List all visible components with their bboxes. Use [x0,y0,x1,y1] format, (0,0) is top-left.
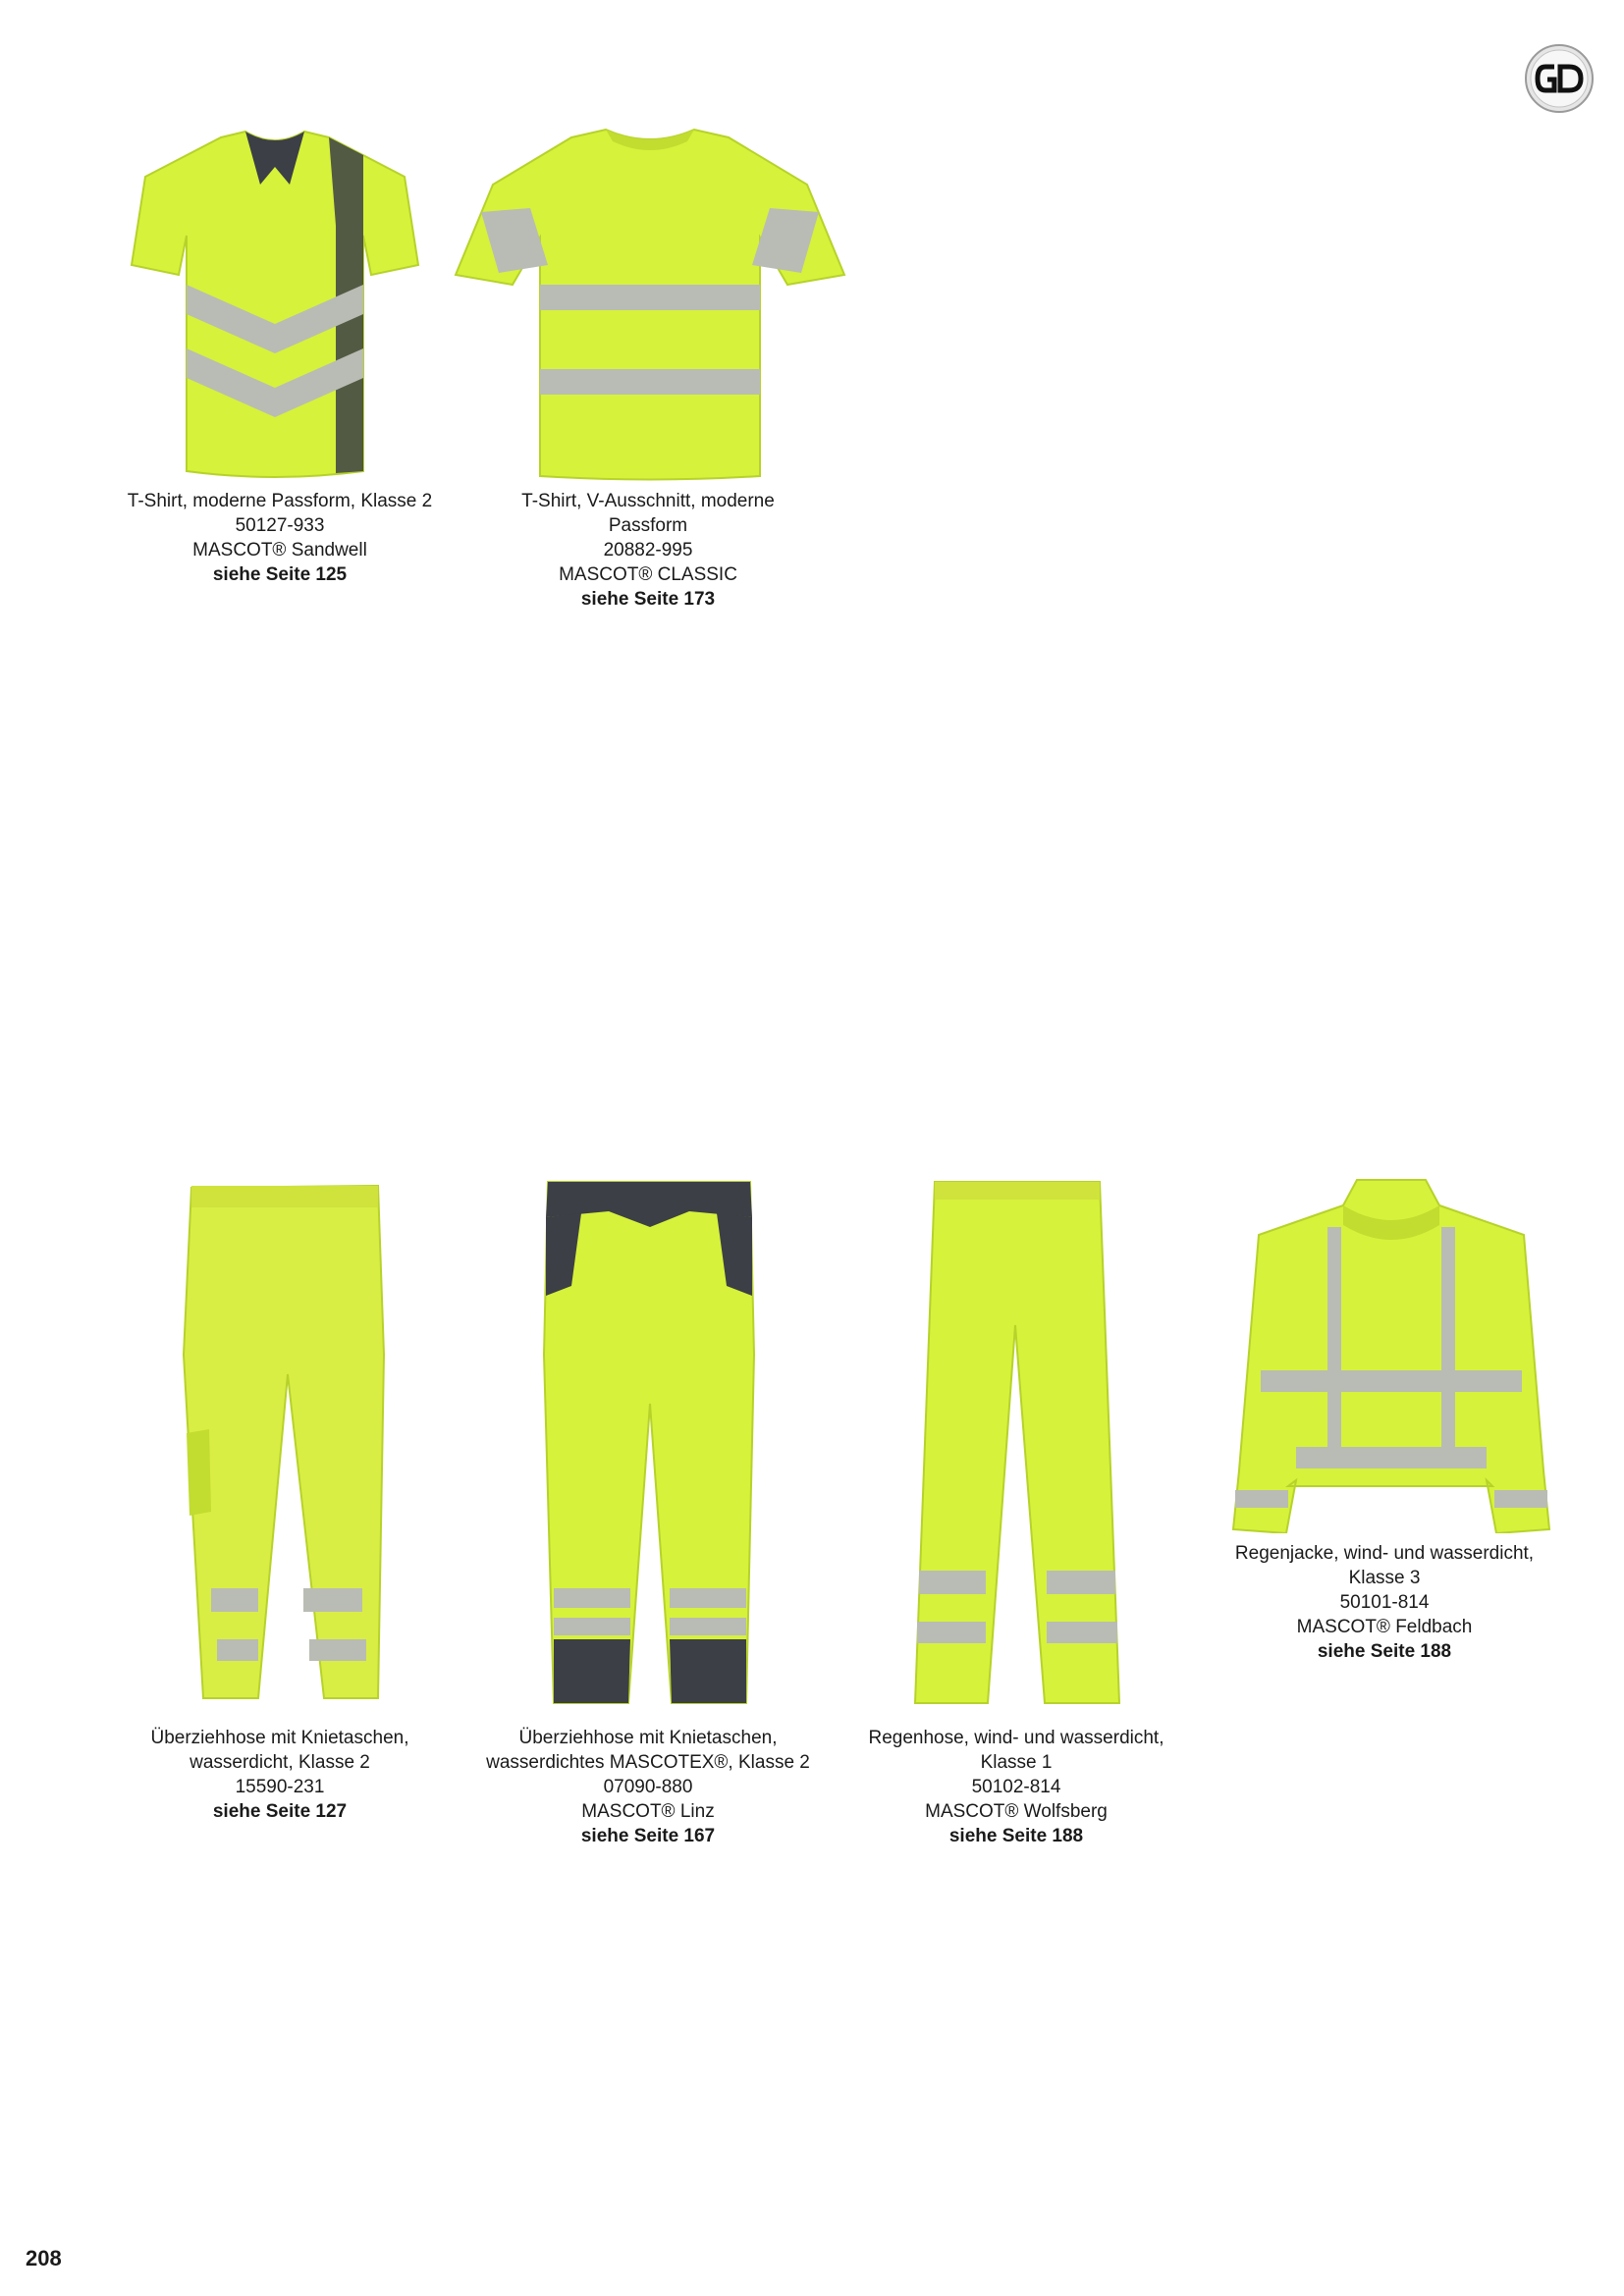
product-caption [461,1726,835,1848]
product-caption [1198,1541,1571,1664]
product-brand: MASCOT® Sandwell [192,540,367,561]
trousers-icon [913,1178,1121,1708]
page-reference: siehe Seite 125 [212,564,348,585]
product-caption [93,1726,466,1824]
product-brand: MASCOT® Wolfsberg [925,1801,1108,1822]
product-name-cont: wasserdicht, Klasse 2 [189,1752,370,1773]
page-number: 208 [26,2246,62,2270]
product-name: T-Shirt, V-Ausschnitt, moderne [521,491,775,511]
product-number: 07090-880 [603,1777,693,1797]
product-number: 20882-995 [603,540,693,561]
page-reference: siehe Seite 167 [580,1826,716,1846]
product-number: 50102-814 [971,1777,1061,1797]
product-name: Regenhose, wind- und wasserdicht, [868,1728,1164,1748]
tshirt-icon [128,128,422,481]
gd-logo-icon [1524,43,1595,114]
page-reference: siehe Seite 127 [212,1801,348,1822]
page-reference: siehe Seite 188 [948,1826,1084,1846]
trousers-icon [542,1178,756,1708]
product-number: 15590-231 [235,1777,325,1797]
product-name-cont: wasserdichtes MASCOTEX®, Klasse 2 [486,1752,810,1773]
product-caption [830,1726,1203,1848]
product-brand: MASCOT® Feldbach [1296,1617,1473,1637]
trousers-icon [182,1178,388,1708]
product-name: Überziehhose mit Knietaschen, [518,1728,778,1748]
product-brand: MASCOT® CLASSIC [559,564,737,585]
product-name: Überziehhose mit Knietaschen, [150,1728,409,1748]
product-name-cont: Passform [608,515,688,536]
product-caption [461,489,835,612]
product-number: 50127-933 [235,515,325,536]
page-reference: siehe Seite 173 [580,589,716,610]
page-reference: siehe Seite 188 [1317,1641,1452,1662]
product-brand: MASCOT® Linz [581,1801,715,1822]
product-caption [93,489,466,587]
tshirt-icon [454,128,846,483]
product-name: T-Shirt, moderne Passform, Klasse 2 [127,491,433,511]
product-name: Regenjacke, wind- und wasserdicht, [1234,1543,1535,1564]
jacket-icon [1229,1176,1553,1533]
product-name-cont: Klasse 1 [980,1752,1053,1773]
product-number: 50101-814 [1339,1592,1430,1613]
product-name-cont: Klasse 3 [1348,1568,1421,1588]
